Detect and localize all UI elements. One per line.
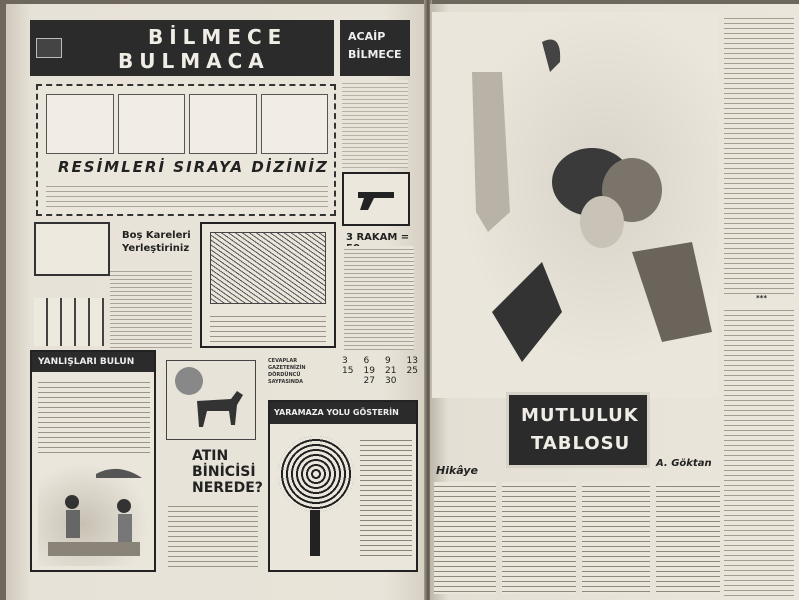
- header-title-line2: BULMACA: [118, 49, 270, 73]
- right-text-column-lower: [724, 306, 794, 596]
- tangle-drawing: [210, 232, 326, 304]
- answers-line-3: DÖRDÜNCÜ: [268, 372, 301, 378]
- header-banner: [30, 20, 334, 76]
- story-title-line1: MUTLULUK: [521, 405, 639, 426]
- story-title-line2: TABLOSU: [531, 433, 631, 454]
- numbers-row-1: [342, 356, 418, 366]
- side-title-box: [340, 20, 410, 76]
- left-page: [6, 4, 426, 600]
- horse-illustration: [166, 360, 256, 440]
- frame-3: [189, 94, 257, 154]
- number: 3: [342, 356, 348, 366]
- number: 21: [385, 366, 397, 376]
- side-text: [342, 80, 408, 168]
- numbers-text: [344, 246, 414, 350]
- horse-title-line1: ATIN: [192, 448, 229, 464]
- masthead-badge: [36, 38, 62, 58]
- market-illustration: [38, 462, 150, 566]
- spot-errors-title: YANLIŞLARI BULUN: [32, 352, 154, 372]
- spot-errors-text: [38, 378, 150, 456]
- sequence-frames: [46, 94, 328, 154]
- story-text-col-2: [502, 482, 576, 594]
- number: 6: [363, 356, 370, 366]
- squares-grid: [34, 222, 110, 276]
- right-text-column: [724, 14, 794, 298]
- number: 30: [385, 376, 397, 386]
- horse-rider-puzzle: [162, 356, 262, 574]
- maze-puzzle: [268, 400, 418, 572]
- answers-line-1: CEVAPLAR: [268, 358, 298, 364]
- horse-text: [168, 502, 258, 570]
- maze-text: [360, 436, 412, 560]
- maze-title: YARAMAZA YOLU GÖSTERİN: [270, 402, 416, 424]
- kissing-couple-illustration: [432, 12, 718, 398]
- numbers-grid: [342, 356, 418, 386]
- empty-squares-puzzle: [34, 222, 194, 350]
- number: 15: [342, 366, 354, 376]
- story-title-box: [506, 392, 650, 468]
- empty-squares-text: [110, 268, 192, 348]
- story-author: A. Göktan: [656, 458, 712, 469]
- answers-note: [268, 358, 338, 398]
- frame-4: [261, 94, 329, 154]
- story-text-col-4: [656, 482, 720, 594]
- section-ornament: ***: [756, 294, 767, 302]
- sequence-text: [46, 182, 328, 210]
- right-page: [430, 4, 799, 600]
- frame-2: [118, 94, 186, 154]
- tangle-text: [210, 312, 326, 342]
- frame-1: [46, 94, 114, 154]
- empty-squares-title-line1: Boş Kareleri: [122, 230, 191, 241]
- answers-line-4: SAYFASINDA: [268, 379, 303, 385]
- numbers-row-3: [342, 376, 418, 386]
- sequence-puzzle: [36, 84, 336, 216]
- number: 27: [363, 376, 375, 386]
- numbers-puzzle: [342, 232, 418, 392]
- story-text-col-1: [434, 482, 496, 594]
- maze-trunk: [310, 510, 320, 556]
- spot-errors-puzzle: [30, 350, 156, 572]
- numbers-title: 3 RAKAM =: [346, 232, 410, 243]
- empty-squares-title-line2: Yerleştiriniz: [122, 243, 190, 254]
- number: 13: [406, 356, 418, 366]
- side-title-line2: BİLMECE: [348, 48, 402, 61]
- number: 19: [363, 366, 375, 376]
- pistol-picture: [342, 172, 410, 226]
- number: 25: [406, 366, 418, 376]
- story-kicker: Hikâye: [436, 464, 479, 477]
- answers-line-2: GAZETENİZİN: [268, 365, 306, 371]
- number: 9: [385, 356, 391, 366]
- horse-title-line2: BİNİCİSİ: [192, 464, 256, 480]
- squares-pieces: [34, 298, 104, 346]
- header-title-line1: BİLMECE: [148, 25, 288, 49]
- tangle-puzzle: [200, 222, 336, 348]
- sequence-title: RESİMLERİ SIRAYA DİZİNİZ: [58, 158, 329, 176]
- horse-title-line3: NEREDE?: [192, 480, 263, 496]
- side-title-line1: ACAİP: [348, 30, 386, 43]
- maze-drawing: [278, 436, 354, 512]
- story-text-col-3: [582, 482, 650, 594]
- numbers-row-2: [342, 366, 418, 376]
